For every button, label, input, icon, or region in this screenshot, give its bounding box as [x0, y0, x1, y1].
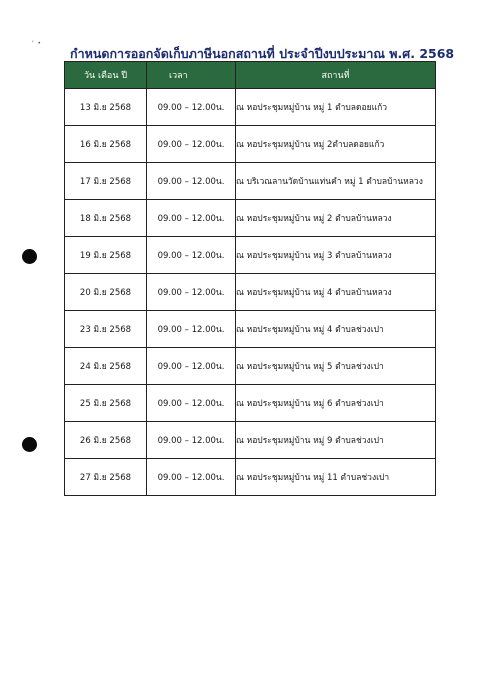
place-cell: ณ หอประชุมหมู่บ้าน หมู่ 2 ตำบลบ้านหลวง — [236, 200, 436, 237]
table-row — [65, 163, 436, 200]
document-title: กำหนดการออกจัดเก็บภาษีนอกสถานที่ ประจำปีงบประมาณ พ.ศ. 2568 — [70, 46, 455, 61]
table-row — [65, 237, 436, 274]
table-row — [65, 126, 436, 163]
date-cell: 13 มิ.ย 2568 — [65, 89, 147, 126]
table-row — [65, 422, 436, 459]
table-row — [65, 348, 436, 385]
date-cell: 27 มิ.ย 2568 — [65, 459, 147, 496]
time-cell: 09.00 – 12.00น. — [147, 237, 236, 274]
header-row — [65, 62, 436, 89]
place-cell: ณ หอประชุมหมู่บ้าน หมู่ 4 ตำบลช่วงเปา — [236, 311, 436, 348]
place-cell: ณ หอประชุมหมู่บ้าน หมู่ 1 ตำบลดอยแก้ว — [236, 89, 436, 126]
table-row — [65, 459, 436, 496]
header-time: เวลา — [147, 62, 236, 89]
place-cell: ณ หอประชุมหมู่บ้าน หมู่ 2ตำบลดอยแก้ว — [236, 126, 436, 163]
date-cell: 24 มิ.ย 2568 — [65, 348, 147, 385]
date-cell: 25 มิ.ย 2568 — [65, 385, 147, 422]
time-cell: 09.00 – 12.00น. — [147, 459, 236, 496]
date-cell: 18 มิ.ย 2568 — [65, 200, 147, 237]
time-cell: 09.00 – 12.00น. — [147, 311, 236, 348]
time-cell: 09.00 – 12.00น. — [147, 422, 236, 459]
header-place: สถานที่ — [236, 62, 436, 89]
time-cell: 09.00 – 12.00น. — [147, 348, 236, 385]
place-cell: ณ หอประชุมหมู่บ้าน หมู่ 9 ตำบลช่วงเปา — [236, 422, 436, 459]
date-cell: 26 มิ.ย 2568 — [65, 422, 147, 459]
table-row — [65, 385, 436, 422]
date-cell: 20 มิ.ย 2568 — [65, 274, 147, 311]
schedule-table-body — [65, 89, 436, 496]
time-cell: 09.00 – 12.00น. — [147, 385, 236, 422]
place-cell: ณ หอประชุมหมู่บ้าน หมู่ 4 ตำบลบ้านหลวง — [236, 274, 436, 311]
table-row — [65, 274, 436, 311]
date-cell: 19 มิ.ย 2568 — [65, 237, 147, 274]
date-cell: 23 มิ.ย 2568 — [65, 311, 147, 348]
table-row — [65, 89, 436, 126]
time-cell: 09.00 – 12.00น. — [147, 126, 236, 163]
place-cell: ณ หอประชุมหมู่บ้าน หมู่ 5 ตำบลช่วงเปา — [236, 348, 436, 385]
place-cell: ณ หอประชุมหมู่บ้าน หมู่ 6 ตำบลช่วงเปา — [236, 385, 436, 422]
punch-hole-bottom — [22, 437, 37, 452]
place-cell: ณ บริเวณลานวัดบ้านแท่นคำ หมู่ 1 ตำบลบ้านหลวง — [236, 163, 436, 200]
place-cell: ณ หอประชุมหมู่บ้าน หมู่ 3 ตำบลบ้านหลวง — [236, 237, 436, 274]
time-cell: 09.00 – 12.00น. — [147, 274, 236, 311]
time-cell: 09.00 – 12.00น. — [147, 163, 236, 200]
punch-hole-top — [22, 249, 37, 264]
header-date: วัน เดือน ปี — [65, 62, 147, 89]
table-row — [65, 311, 436, 348]
schedule-table-header — [65, 62, 436, 89]
date-cell: 17 มิ.ย 2568 — [65, 163, 147, 200]
place-cell: ณ หอประชุมหมู่บ้าน หมู่ 11 ตำบลช่วงเปา — [236, 459, 436, 496]
table-row — [65, 200, 436, 237]
schedule-table — [64, 61, 436, 496]
page-mark: ' • — [32, 40, 43, 47]
time-cell: 09.00 – 12.00น. — [147, 89, 236, 126]
time-cell: 09.00 – 12.00น. — [147, 200, 236, 237]
date-cell: 16 มิ.ย 2568 — [65, 126, 147, 163]
